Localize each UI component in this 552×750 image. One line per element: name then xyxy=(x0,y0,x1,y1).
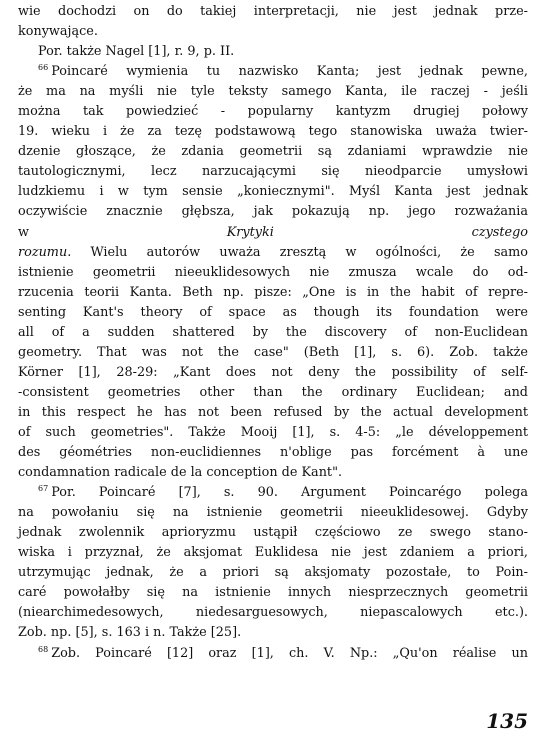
text-line: konywające. xyxy=(18,24,98,40)
text-line: caré powołałby się na istnienie innych niesprzecznych geometrii xyxy=(18,585,528,601)
text-line: w Krytyki czystego xyxy=(18,224,528,240)
text-line: tautologicznymi, lecz narzucającymi się nieodparcie umysłowi xyxy=(18,164,528,180)
text-line: wie dochodzi on do takiej interpretacji, nie jest jednak prze- xyxy=(18,4,528,19)
text-line: ludzkiemu i w tym sensie „koniecznymi". Myśl Kanta jest jednak xyxy=(18,184,528,200)
text-line: Por. Poincaré [7], s. 90. Argument Poincarégo polega xyxy=(51,485,528,501)
text-line: senting Kant's theory of space as though its foundation were xyxy=(18,304,528,320)
text-line: (niearchimedesowych, niedesarguesowych, niepascalowych etc.). xyxy=(18,605,528,621)
text-line: wiska i przyznał, że aksjomat Euklidesa nie jest zdaniem a priori, xyxy=(18,545,528,561)
text-line: rozumu. Wielu autorów uważa zresztą w ogólności, że samo xyxy=(18,244,528,260)
footnote-marker-68: 68 xyxy=(38,644,49,654)
text-line: można tak powiedzieć - popularny kantyzm drugiej połowy xyxy=(18,104,528,120)
footnote-65-continuation: Por. także Nagel [1], r. 9, p. II. xyxy=(38,44,235,60)
text-line: -consistent geometries other than the ordinary Euclidean; and xyxy=(18,384,528,400)
text-line: in this respect he has not been refused by the actual development xyxy=(18,404,528,420)
text-line: rzucenia teorii Kanta. Beth np. pisze: „One is in the habit of repre- xyxy=(18,284,528,300)
text-line: jednak zwolennik aprioryzmu ustąpił częściowo ze swego stano- xyxy=(18,525,528,541)
text-line: geometry. That was not the case" (Beth [1], s. 6). Zob. także xyxy=(18,344,528,360)
footnote-66-first-line xyxy=(18,62,528,82)
text-line: że ma na myśli nie tyle teksty samego Kanta, ile raczej - jeśli xyxy=(18,84,528,100)
text-line: istnienie geometrii nieeuklidesowych nie zmusza wcale do od- xyxy=(18,264,528,280)
text-line: of such geometries". Także Mooij [1], s. 4-5: „le développement xyxy=(18,424,528,440)
text-line: condamnation radicale de la conception de Kant". xyxy=(18,465,343,481)
text-line: dzenie głoszące, że zdania geometrii są zdaniami wprawdzie nie xyxy=(18,144,528,160)
text-line: des géométries non-euclidiennes n'oblige pas forcément à une xyxy=(18,445,528,461)
text-line: all of a sudden shattered by the discovery of non-Euclidean xyxy=(18,324,528,340)
page-number: 135 xyxy=(486,709,528,733)
text-line: Zob. np. [5], s. 163 i n. Także [25]. xyxy=(18,625,242,641)
text-line: na powołaniu się na istnienie geometrii nieeuklidesowej. Gdyby xyxy=(18,505,528,521)
text-line: oczywiście znacznie głębsza, jak pokazują np. jego rozważania xyxy=(18,204,528,220)
text-line: 19. wieku i że za tezę podstawową tego stanowiska uważa twier- xyxy=(18,124,528,140)
footnote-marker-67: 67 xyxy=(38,484,49,494)
text-line: Körner [1], 28-29: „Kant does not deny the possibility of self- xyxy=(18,364,528,380)
footnote-67-first-line xyxy=(18,483,528,503)
text-line: Zob. Poincaré [12] oraz [1], ch. V. Np.: „Qu'on réalise un xyxy=(51,645,528,661)
text-line: Poincaré wymienia tu nazwisko Kanta; jest jednak pewne, xyxy=(51,64,528,80)
footnote-68-first-line xyxy=(18,644,528,664)
book-page-text xyxy=(18,2,528,664)
footnote-marker-66: 66 xyxy=(38,63,49,73)
text-line: utrzymując jednak, że a priori są aksjomaty pozostałe, to Poin- xyxy=(18,565,528,581)
